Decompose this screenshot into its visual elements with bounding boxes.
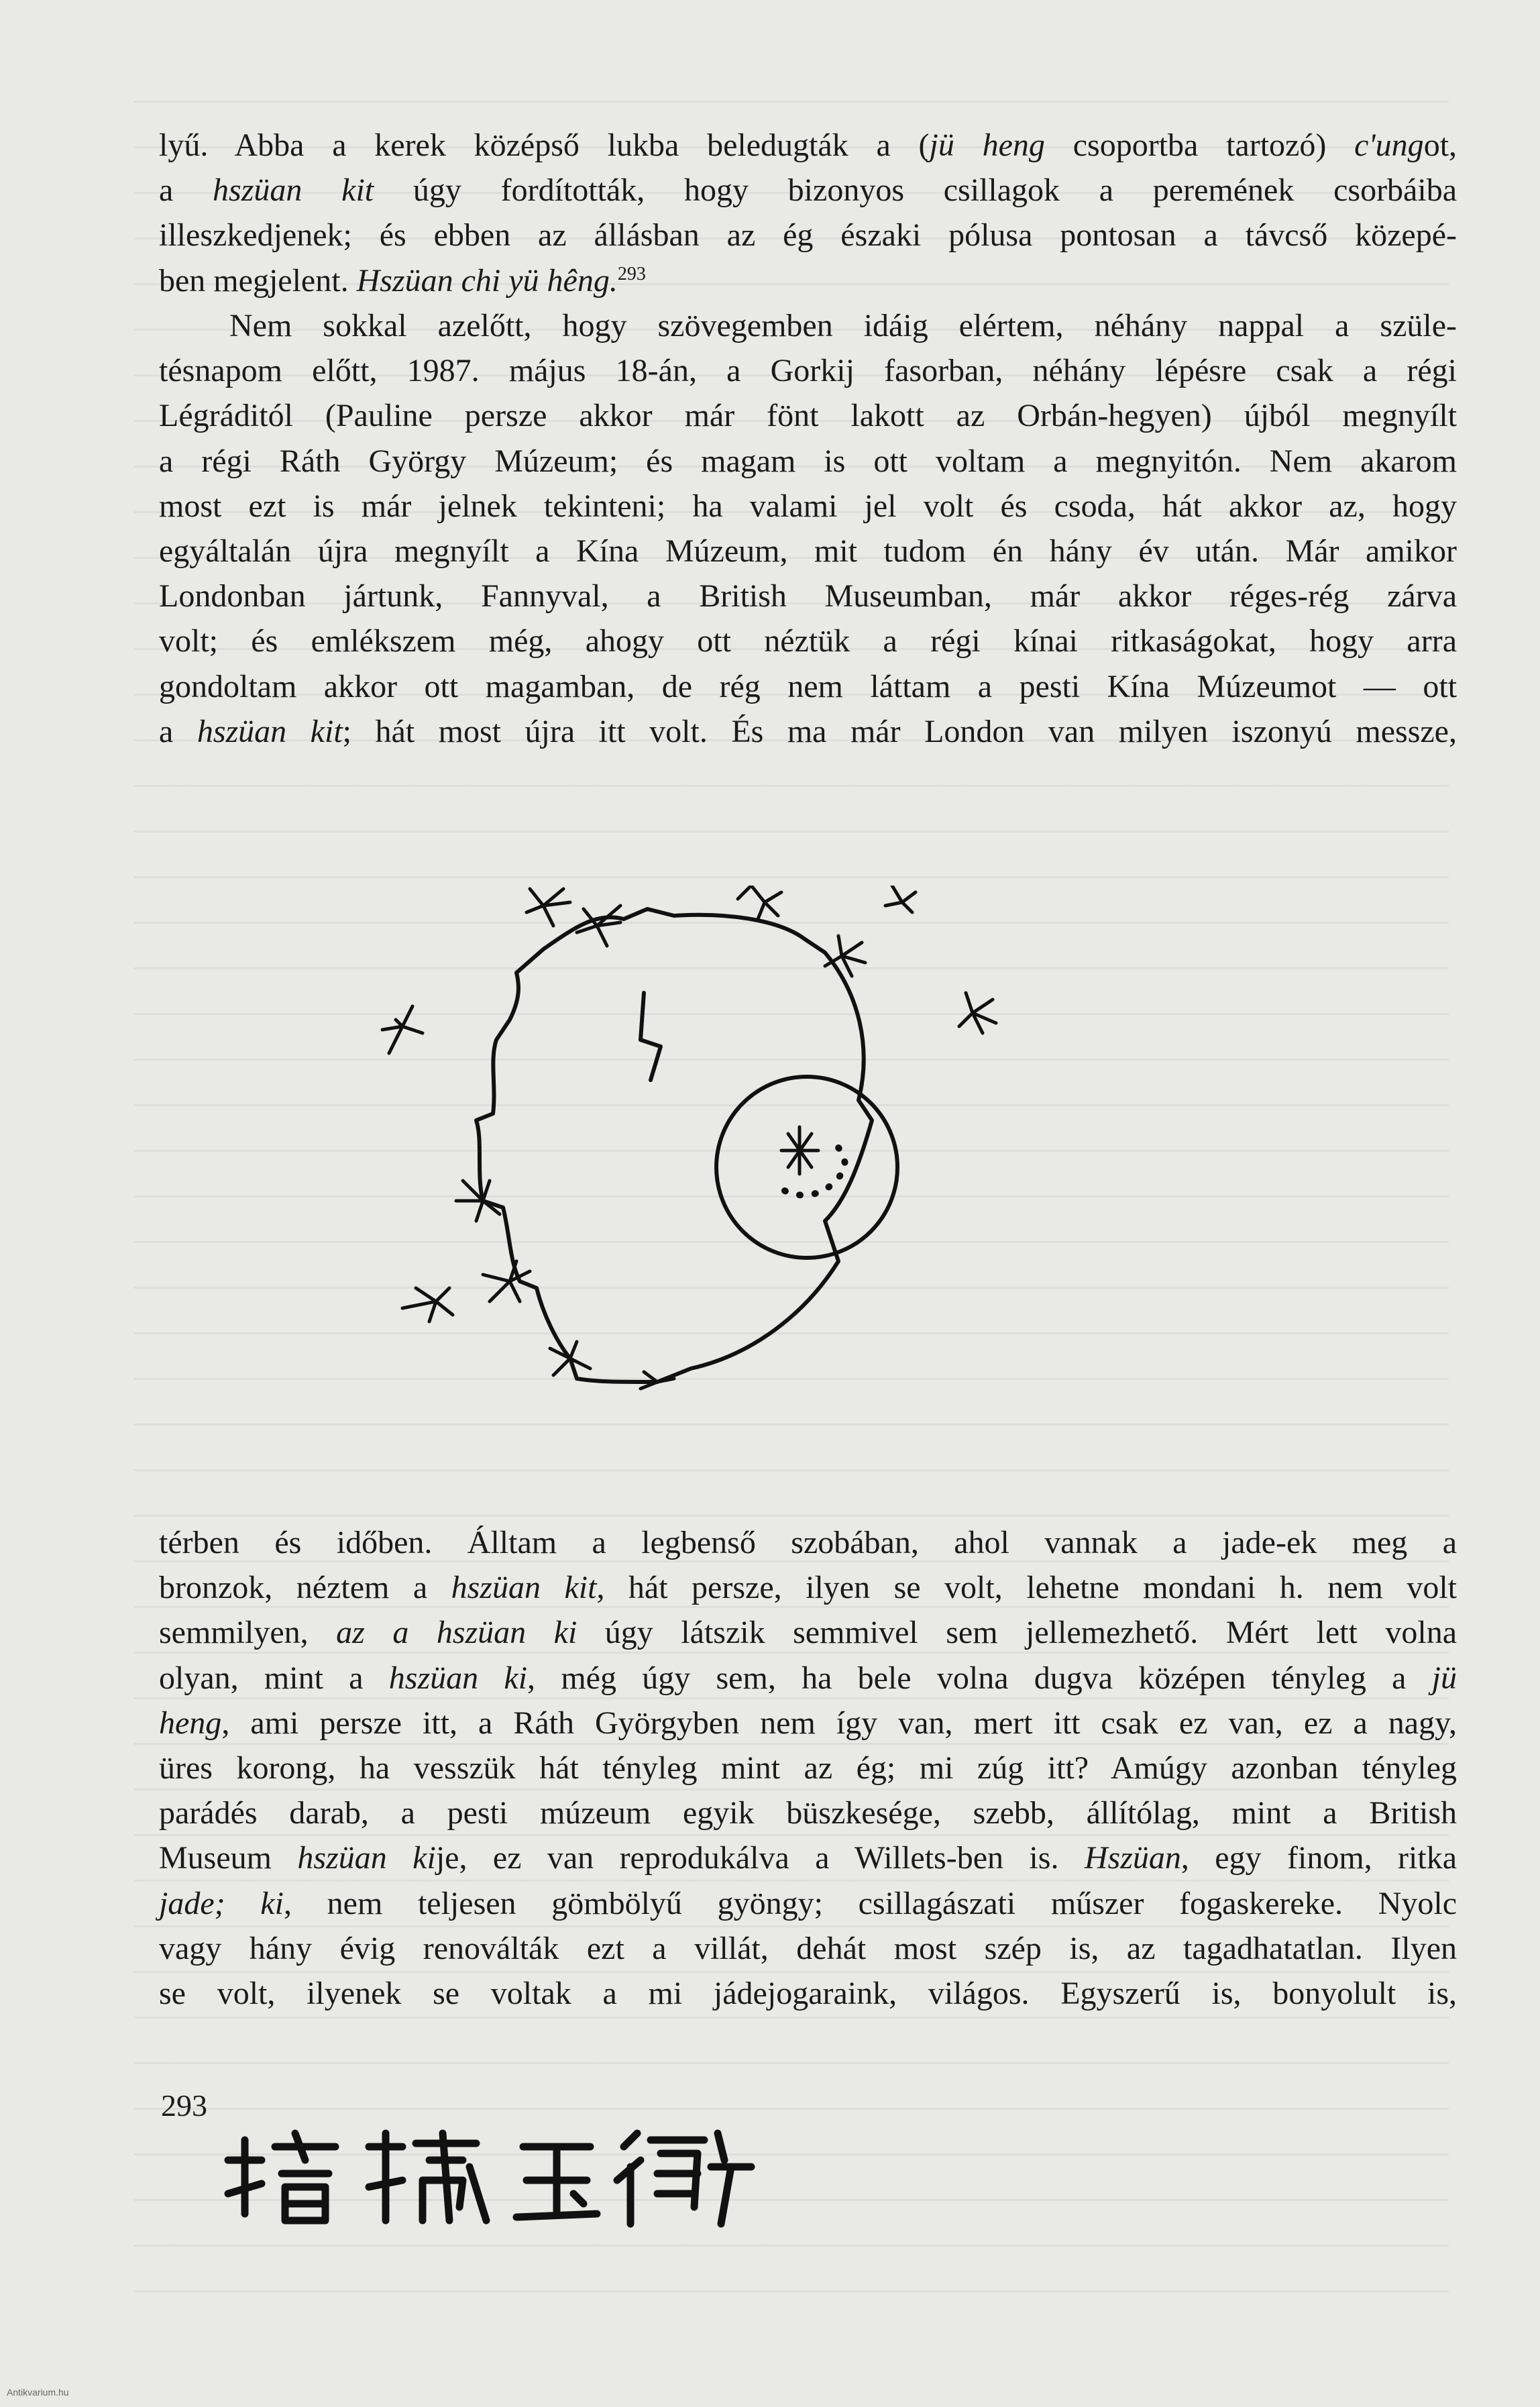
paragraph-1 (159, 123, 1457, 303)
footnote-ref[interactable]: 293 (617, 263, 646, 284)
text-line: Museum hszüan kije, ez van reprodukálva a Willets-ben is. Hszüan, egy finom, ritka (159, 1840, 1458, 1876)
text-line: olyan, mint a hszüan ki, még úgy sem, ha bele volna dugva középen tényleg a jü (159, 1660, 1458, 1696)
text-line: heng, ami persze itt, a Ráth Györgyben nem így van, mert itt csak ez van, ez a nagy, (159, 1705, 1457, 1741)
text-line: semmilyen, az a hszüan ki úgy látszik semmivel sem jellemezhető. Mért lett volna (159, 1615, 1457, 1651)
calligraphy-seal (221, 2106, 825, 2241)
page-number: 293 (161, 2088, 207, 2123)
text-line: Légráditól (Pauline persze akkor már fönt lakott az Orbán-hegyen) újból megnyílt (159, 398, 1457, 434)
text-line: Nem sokkal azelőtt, hogy szövegemben idáig elértem, néhány nappal a szüle- (229, 308, 1457, 343)
text-line: lyű. Abba a kerek középső lukba beledugták a (jü heng csoportba tartozó) c'ungot, (159, 127, 1458, 163)
hsuan-ki-drawing (376, 886, 1127, 1449)
text-line: térben és időben. Álltam a legbenső szobában, ahol vannak a jade-ek meg a (159, 1525, 1457, 1560)
text-line: Londonban jártunk, Fannyval, a British Museumban, már akkor réges-rég zárva (159, 578, 1457, 614)
text-line: egyáltalán újra megnyílt a Kína Múzeum, mit tudom én hány év után. Már amikor (159, 533, 1457, 570)
text-line: a régi Ráth György Múzeum; és magam is ott voltam a megnyitón. Nem akarom (159, 443, 1457, 479)
text-line: bronzok, néztem a hszüan kit, hát persze, ilyen se volt, lehetne mondani h. nem volt (159, 1570, 1457, 1606)
text-line: gondoltam akkor ott magamban, de rég nem láttam a pesti Kína Múzeumot — ott (159, 668, 1457, 704)
paragraph-2 (159, 303, 1457, 754)
text-line: se volt, ilyenek se voltak a mi jádejogaraink, világos. Egyszerű is, bonyolult is, (159, 1976, 1457, 2012)
text-line: a hszüan kit úgy fordították, hogy bizonyos csillagok a peremének csorbáiba (159, 172, 1457, 209)
paragraph-3 (159, 1520, 1457, 2016)
text-line: a hszüan kit; hát most újra itt volt. És ma már London van milyen iszonyú messze, (159, 713, 1457, 749)
text-line: ben megjelent. Hszüan chi yü hêng.$^{293}$ (159, 262, 646, 299)
text-line: vagy hány évig renoválták ezt a villát, dehát most szép is, az tagadhatatlan. Ilyen (159, 1930, 1457, 1966)
text-line: tésnapom előtt, 1987. május 18-án, a Gorkij fasorban, néhány lépésre csak a régi (159, 353, 1457, 389)
watermark-url: Antikvarium.hu (7, 2387, 69, 2398)
text-line: parádés darab, a pesti múzeum egyik büszkesége, szebb, állítólag, mint a British (159, 1795, 1457, 1831)
text-line: jade; ki, nem teljesen gömbölyű gyöngy; csillagászati műszer fogaskereke. Nyolc (159, 1885, 1458, 1921)
text-line: üres korong, ha vesszük hát tényleg mint az ég; mi zúg itt? Amúgy azonban tényleg (159, 1750, 1457, 1786)
text-line: volt; és emlékszem még, ahogy ott néztük a régi kínai ritkaságokat, hogy arra (159, 623, 1457, 659)
text-line: most ezt is már jelnek tekinteni; ha valami jel volt és csoda, hát akkor az, hogy (159, 488, 1457, 524)
text-line: illeszkedjenek; és ebben az állásban az ég északi pólusa pontosan a távcső közepé- (159, 217, 1457, 254)
